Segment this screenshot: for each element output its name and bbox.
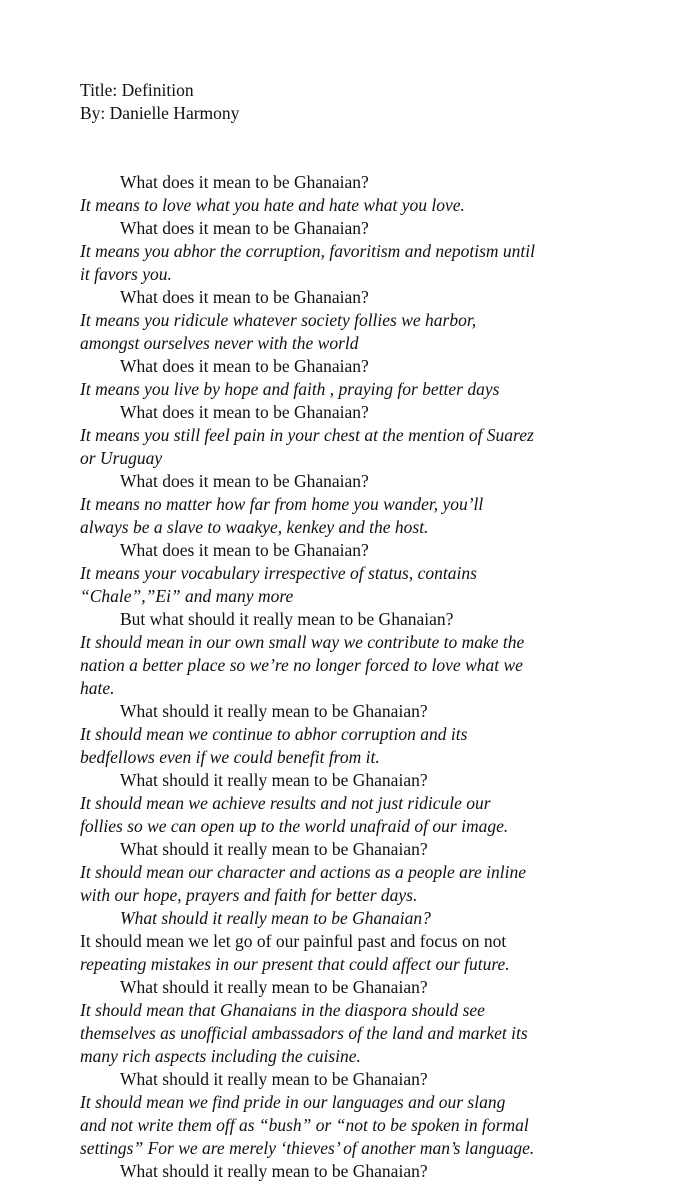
poem-answer-line: It means your vocabulary irrespective of status, contains	[80, 563, 477, 583]
poem-question-line: What does it mean to be Ghanaian?	[120, 356, 369, 376]
poem-answer-line: It should mean that Ghanaians in the diaspora should see	[80, 1000, 485, 1020]
poem-answer-line: it favors you.	[80, 264, 172, 284]
title-line: Title: Definition	[80, 80, 194, 100]
poem-answer-line: It should mean we find pride in our languages and our slang	[80, 1092, 506, 1112]
poem-answer-line: It should mean we let go of our painful past and focus on not	[80, 931, 507, 951]
poem-answer-line: It means to love what you hate and hate what you love.	[80, 195, 465, 215]
poem-question-line: What should it really mean to be Ghanaian?	[120, 1161, 428, 1181]
poem-question-line: What should it really mean to be Ghanaian?	[120, 770, 428, 790]
poem-answer-line: and not write them off as “bush” or “not to be spoken in formal	[80, 1115, 529, 1135]
poem-answer-line: themselves as unofficial ambassadors of the land and market its	[80, 1023, 528, 1043]
poem-answer-line: bedfellows even if we could benefit from it.	[80, 747, 380, 767]
poem-question-line: But what should it really mean to be Ghanaian?	[120, 609, 454, 629]
document-header	[80, 79, 239, 125]
poem-question-line: What should it really mean to be Ghanaian?	[120, 1069, 428, 1089]
poem-answer-line: amongst ourselves never with the world	[80, 333, 359, 353]
poem-answer-line: It means you abhor the corruption, favoritism and nepotism until	[80, 241, 535, 261]
poem-answer-line: It should mean our character and actions as a people are inline	[80, 862, 527, 882]
poem-question-line: What does it mean to be Ghanaian?	[120, 172, 369, 192]
poem-body	[80, 171, 620, 1183]
poem-answer-line: settings” For we are merely ‘thieves’ of another man’s language.	[80, 1138, 535, 1158]
poem-question-line: What does it mean to be Ghanaian?	[120, 402, 369, 422]
poem-question-line: What should it really mean to be Ghanaian?	[120, 701, 428, 721]
poem-answer-line: many rich aspects including the cuisine.	[80, 1046, 361, 1066]
author-line: By: Danielle Harmony	[80, 103, 240, 123]
poem-answer-line: It means you live by hope and faith , praying for better days	[80, 379, 500, 399]
poem-answer-line: It means you ridicule whatever society follies we harbor,	[80, 310, 477, 330]
poem-question-line: What does it mean to be Ghanaian?	[120, 540, 369, 560]
poem-answer-line: It should mean we achieve results and not just ridicule our	[80, 793, 491, 813]
poem-answer-line: hate.	[80, 678, 115, 698]
poem-answer-line: follies so we can open up to the world unafraid of our image.	[80, 816, 509, 836]
poem-question-line: What does it mean to be Ghanaian?	[120, 287, 369, 307]
poem-answer-line: “Chale”,”Ei” and many more	[80, 586, 294, 606]
poem-question-line: What does it mean to be Ghanaian?	[120, 218, 369, 238]
poem-answer-line: or Uruguay	[80, 448, 163, 468]
poem-answer-line: It should mean we continue to abhor corruption and its	[80, 724, 468, 744]
poem-answer-line: It means you still feel pain in your chest at the mention of Suarez	[80, 425, 534, 445]
poem-answer-line: always be a slave to waakye, kenkey and the host.	[80, 517, 429, 537]
poem-question-line: What does it mean to be Ghanaian?	[120, 471, 369, 491]
poem-question-line: What should it really mean to be Ghanaian?	[120, 908, 431, 928]
poem-answer-line: repeating mistakes in our present that could affect our future.	[80, 954, 510, 974]
poem-question-line: What should it really mean to be Ghanaian?	[120, 839, 428, 859]
poem-answer-line: It should mean in our own small way we contribute to make the	[80, 632, 525, 652]
poem-answer-line: nation a better place so we’re no longer forced to love what we	[80, 655, 523, 675]
poem-answer-line: with our hope, prayers and faith for better days.	[80, 885, 418, 905]
poem-answer-line: It means no matter how far from home you wander, you’ll	[80, 494, 484, 514]
poem-question-line: What should it really mean to be Ghanaian?	[120, 977, 428, 997]
